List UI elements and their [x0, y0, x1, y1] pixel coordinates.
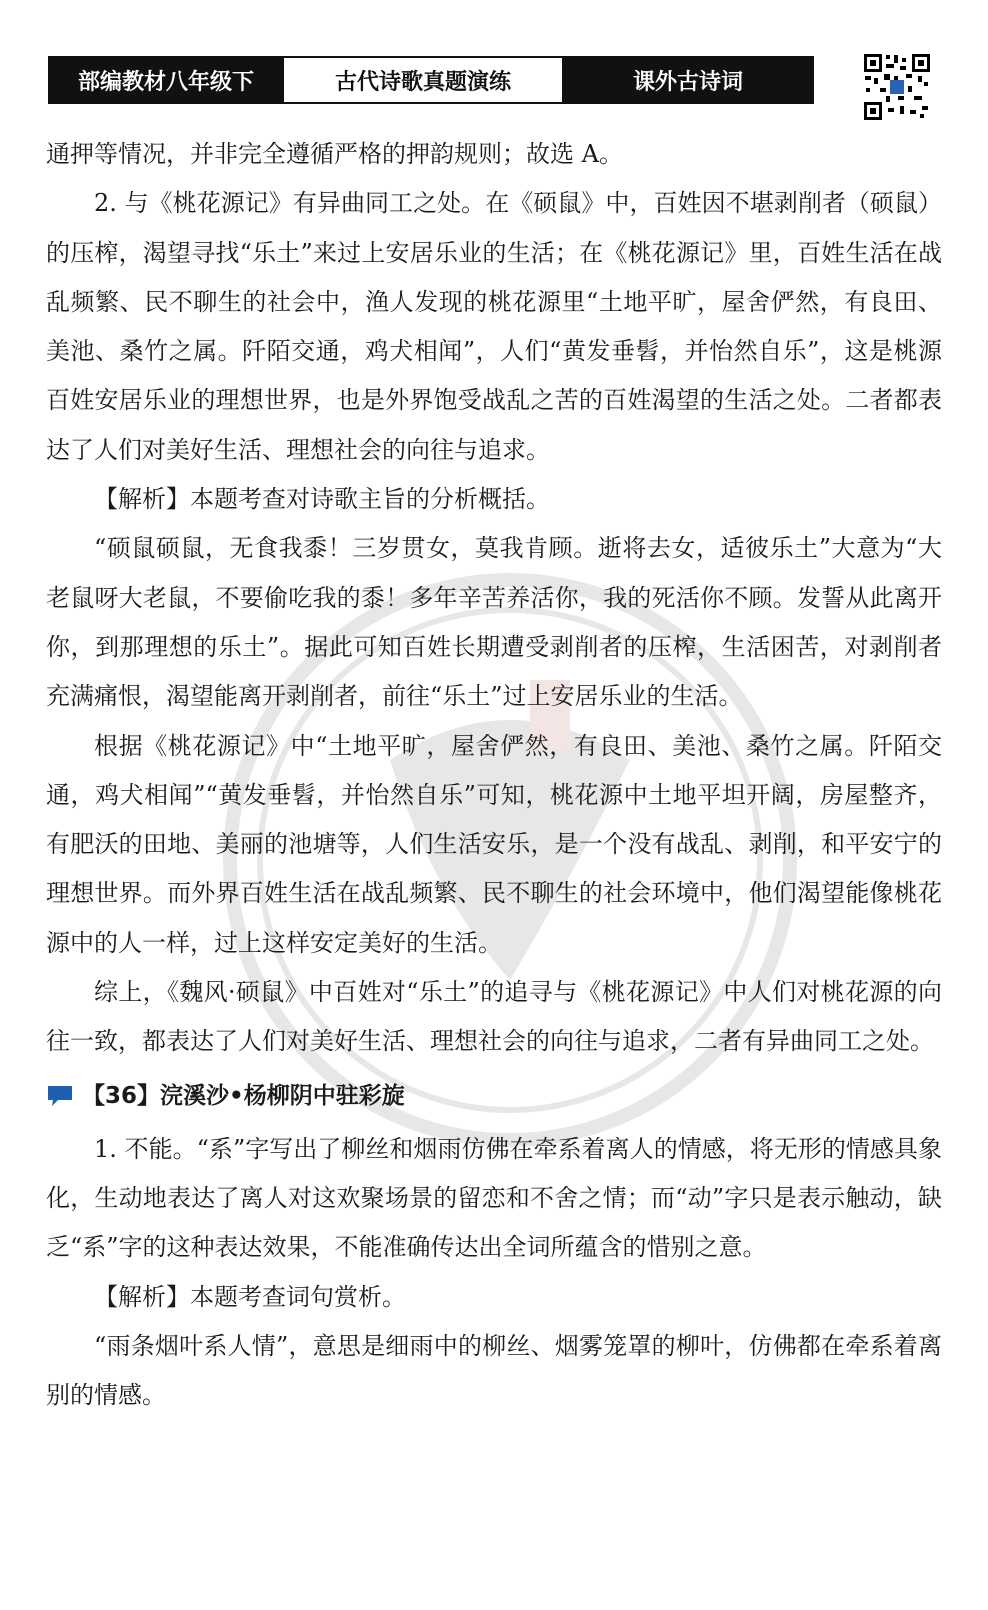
paragraph: “硕鼠硕鼠，无食我黍！三岁贯女，莫我肯顾。逝将去女，适彼乐土”大意为“大老鼠呀大老鼠，不要偷吃我的黍！多年辛苦养活你，我的死活你不顾。发誓从此离开你，到那理想的乐土”。据此可知百姓长期遭受剥削者的压榨，生活困苦，对剥削者充满痛恨，渴望能离开剥削者，前往“乐土”过上安居乐业的生活。 [46, 534, 942, 711]
paragraph: 综上，《魏风·硕鼠》中百姓对“乐土”的追寻与《桃花源记》中人们对桃花源的向往一致，都表达了人们对美好生活、理想社会的向往与追求，二者有异曲同工之处。 [46, 978, 942, 1056]
answer-content [46, 130, 942, 1420]
qr-code-icon [862, 52, 932, 122]
analysis-paragraph: 【解析】本题考查词句赏析。 [94, 1282, 406, 1311]
header-category: 课外古诗词 [564, 58, 812, 102]
analysis-paragraph: 【解析】本题考查对诗歌主旨的分析概括。 [94, 485, 550, 514]
paragraph: 1. 不能。“系”字写出了柳丝和烟雨仿佛在牵系着离人的情感，将无形的情感具象化，生动地表达了离人对这欢聚场景的留恋和不舍之情；而“动”字只是表示触动，缺乏“系”字的这种表达效果，不能准确传达出全词所蕴含的惜别之意。 [46, 1134, 942, 1262]
section-title: 【36】浣溪沙•杨柳阴中驻彩旋 [82, 1082, 405, 1109]
section-heading [46, 1067, 942, 1125]
header-grade: 部编教材八年级下 [50, 58, 282, 102]
header-title: 古代诗歌真题演练 [282, 58, 564, 102]
speech-bubble-icon [46, 1084, 76, 1108]
paragraph: “雨条烟叶系人情”，意思是细雨中的柳丝、烟雾笼罩的柳叶，仿佛都在牵系着离别的情感。 [46, 1331, 942, 1410]
paragraph: 根据《桃花源记》中“土地平旷，屋舍俨然，有良田、美池、桑竹之属。阡陌交通，鸡犬相闻”“黄发垂髫，并怡然自乐”可知，桃花源中土地平坦开阔，房屋整齐，有肥沃的田地、美丽的池塘等，人们生活安乐，是一个没有战乱、剥削，和平安宁的理想世界。而外界百姓生活在战乱频繁、民不聊生的社会环境中，他们渴望能像桃花源中的人一样，过上这样安定美好的生活。 [46, 731, 942, 957]
paragraph: 通押等情况，并非完全遵循严格的押韵规则；故选 A。 [46, 140, 623, 168]
paragraph: 2. 与《桃花源记》有异曲同工之处。在《硕鼠》中，百姓因不堪剥削者（硕鼠）的压榨，渴望寻找“乐土”来过上安居乐业的生活；在《桃花源记》里，百姓生活在战乱频繁、民不聊生的社会中，渔人发现的桃花源里“土地平旷，屋舍俨然，有良田、美池、桑竹之属。阡陌交通，鸡犬相闻”，人们“黄发垂髫，并怡然自乐”，这是桃源百姓安居乐业的理想世界，也是外界饱受战乱之苦的百姓渴望的生活之处。二者都表达了人们对美好生活、理想社会的向往与追求。 [46, 189, 942, 464]
header-bar [48, 56, 814, 104]
